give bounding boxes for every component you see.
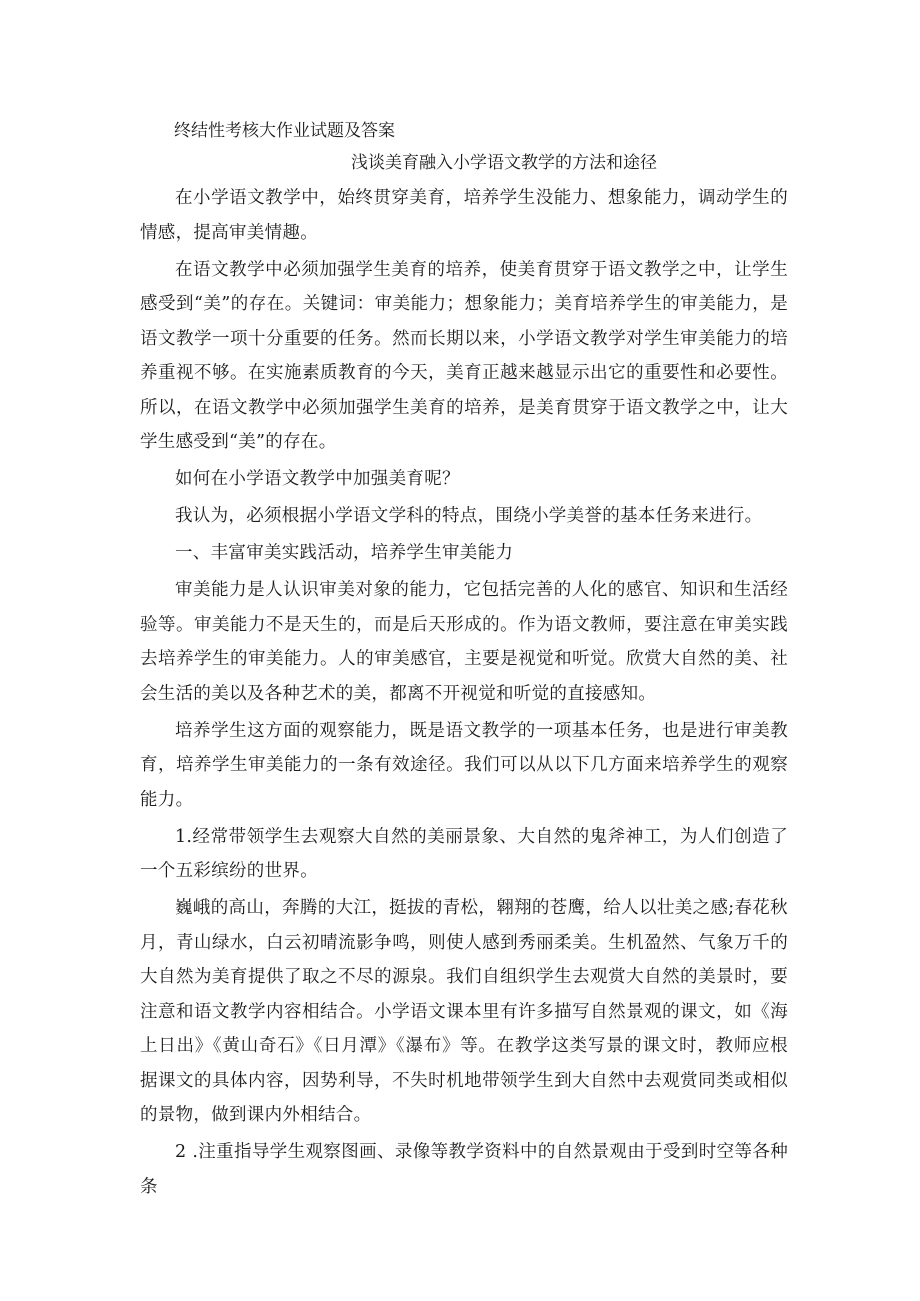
document-label: 终结性考核大作业试题及答案 <box>174 121 395 141</box>
paragraph-9: 巍峨的高山，奔腾的大江，挺拔的青松，翱翔的苍鹰，给人以壮美之感;春花秋月，青山绿水，白云初晴流影争鸣，则使人感到秀丽柔美。生机盈然、气象万千的大自然为美育提供了取之不尽的源泉。我们自组织学生去观赏大自然的美景时，要注意和语文教学内容相结合。小学语文课本里有许多描写自然景观的课文，如《海上日出》《黄山奇石》《日月潭》《瀑布》等。在教学这类写景的课文时，教师应根据课文的具体内容，因势利导，不失时机地带领学生到大自然中去观赏同类或相似的景物，做到课内外相结合。 <box>140 898 788 1125</box>
paragraph-6: 审美能力是人认识审美对象的能力，它包括完善的人化的感官、知识和生活经验等。审美能力不是天生的，而是后天形成的。作为语文教师，要注意在审美实践去培养学生的审美能力。人的审美感官，主要是视觉和听觉。欣赏大自然的美、社会生活的美以及各种艺术的美，都离不开视觉和听觉的直接感知。 <box>140 580 788 704</box>
document-title: 浅谈美育融入小学语文教学的方法和途径 <box>351 153 657 173</box>
paragraph-7: 培养学生这方面的观察能力，既是语文教学的一项基本任务，也是进行审美教育，培养学生审美能力的一条有效途径。我们可以从以下几方面来培养学生的观察能力。 <box>140 720 788 810</box>
paragraph-3: 如何在小学语文教学中加强美育呢？ <box>175 469 460 489</box>
numbered-item-1: 1.经常带领学生去观察大自然的美丽景象、大自然的鬼斧神工，为人们创造了一个五彩缤纷的世界。 <box>140 826 788 881</box>
document-body <box>140 115 788 1207</box>
section-heading-1: 一、丰富审美实践活动，培养学生审美能力 <box>175 543 514 563</box>
paragraph-1: 在小学语文教学中，始终贯穿美育，培养学生没能力、想象能力，调动学生的情感，提高审美情趣。 <box>140 188 788 243</box>
paragraph-2: 在语文教学中必须加强学生美育的培养，使美育贯穿于语文教学之中，让学生感受到“美”的存在。关键词：审美能力；想象能力；美育培养学生的审美能力，是语文教学一项十分重要的任务。然而长期以来，小学语文教学对学生审美能力的培养重视不够。在实施素质教育的今天，美育正越来越显示出它的重要性和必要性。所以，在语文教学中必须加强学生美育的培养，是美育贯穿于语文教学之中，让大学生感受到“美”的存在。 <box>140 259 788 452</box>
paragraph-4: 我认为，必须根据小学语文学科的特点，围绕小学美誉的基本任务来进行。 <box>175 506 763 526</box>
numbered-item-2: 2 .注重指导学生观察图画、录像等教学资料中的自然景观由于受到时空等各种条 <box>140 1142 788 1197</box>
